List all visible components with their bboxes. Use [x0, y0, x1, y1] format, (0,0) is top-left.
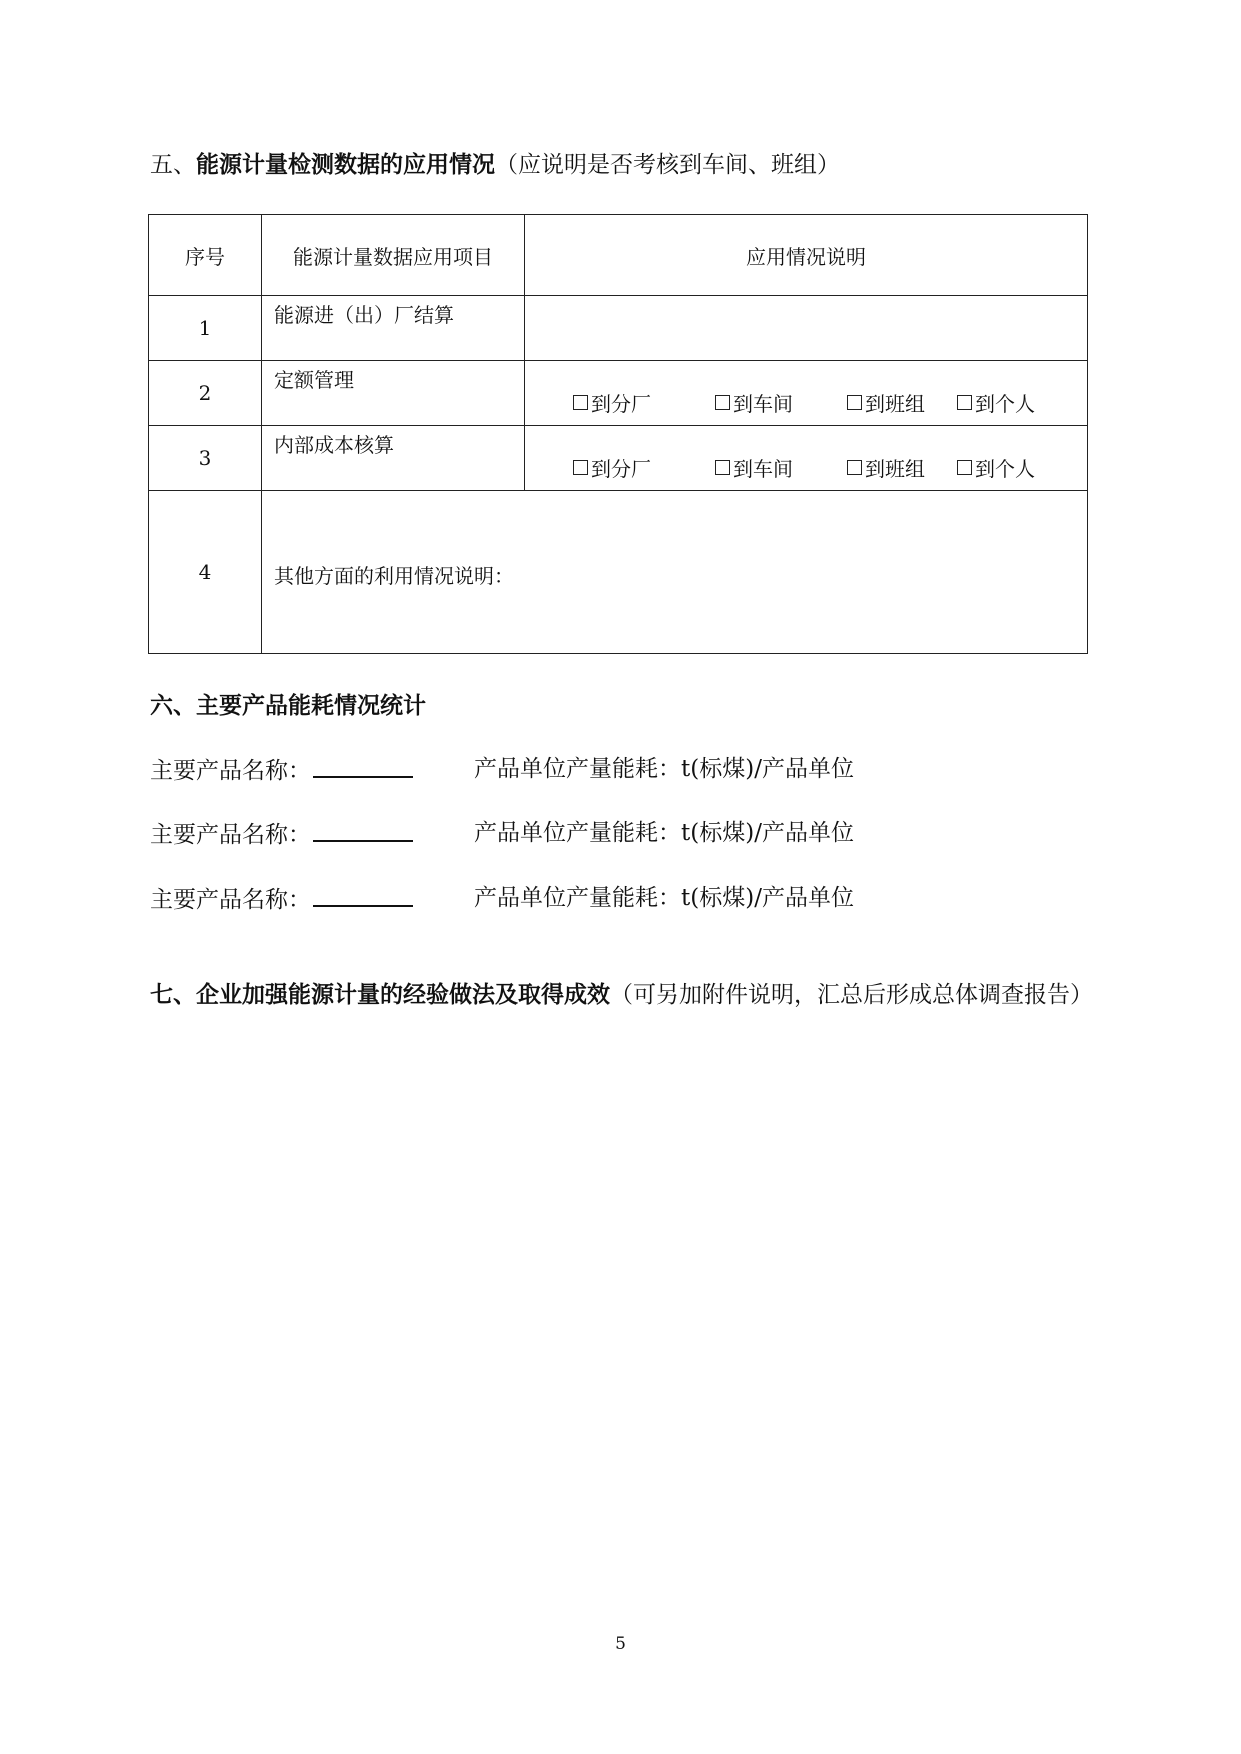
product-name-blank[interactable] — [313, 881, 413, 907]
checkbox-individual[interactable]: 到个人 — [957, 453, 1035, 482]
row-item: 内部成本核算 — [262, 426, 525, 491]
product-energy-unit: 产品单位产量能耗：t(标煤)/产品单位 — [474, 820, 854, 846]
checkbox-icon[interactable] — [573, 460, 588, 475]
table-header-row — [149, 215, 1088, 296]
product-line — [150, 752, 854, 788]
section-7-heading — [150, 977, 1100, 1013]
page-number: 5 — [615, 1634, 626, 1654]
checkbox-icon[interactable] — [715, 395, 730, 410]
row-other-usage[interactable]: 其他方面的利用情况说明： — [262, 491, 1088, 654]
table-row — [149, 426, 1088, 491]
header-description: 应用情况说明 — [525, 215, 1088, 296]
checkbox-branch-factory[interactable]: 到分厂 — [573, 453, 715, 482]
table-row — [149, 361, 1088, 426]
section-7-note: （可另加附件说明，汇总后形成总体调查报告） — [610, 982, 1093, 1008]
checkbox-individual[interactable]: 到个人 — [957, 388, 1035, 417]
section-5-heading — [150, 147, 840, 183]
checkbox-team[interactable]: 到班组 — [847, 388, 957, 417]
product-name-label: 主要产品名称： — [150, 822, 311, 848]
checkbox-icon[interactable] — [847, 395, 862, 410]
checkbox-branch-factory[interactable]: 到分厂 — [573, 388, 715, 417]
product-energy-unit: 产品单位产量能耗：t(标煤)/产品单位 — [474, 885, 854, 911]
section-5-number: 五、 — [150, 152, 196, 178]
product-name-blank[interactable] — [313, 816, 413, 842]
checkbox-workshop[interactable]: 到车间 — [715, 453, 847, 482]
row-number: 4 — [149, 491, 262, 654]
section-5-title: 能源计量检测数据的应用情况 — [196, 151, 495, 178]
row-options — [525, 361, 1088, 426]
product-line — [150, 816, 854, 852]
table-row — [149, 296, 1088, 361]
checkbox-icon[interactable] — [957, 395, 972, 410]
row-number: 3 — [149, 426, 262, 491]
product-energy-unit: 产品单位产量能耗：t(标煤)/产品单位 — [474, 756, 854, 782]
section-6-heading: 六、主要产品能耗情况统计 — [150, 692, 426, 719]
product-name-label: 主要产品名称： — [150, 887, 311, 913]
row-number: 1 — [149, 296, 262, 361]
checkbox-icon[interactable] — [715, 460, 730, 475]
header-item: 能源计量数据应用项目 — [262, 215, 525, 296]
table-row — [149, 491, 1088, 654]
row-description[interactable] — [525, 296, 1088, 361]
section-5-note: （应说明是否考核到车间、班组） — [495, 152, 840, 178]
checkbox-icon[interactable] — [957, 460, 972, 475]
checkbox-icon[interactable] — [847, 460, 862, 475]
checkbox-icon[interactable] — [573, 395, 588, 410]
checkbox-team[interactable]: 到班组 — [847, 453, 957, 482]
product-name-label: 主要产品名称： — [150, 758, 311, 784]
row-item: 能源进（出）厂结算 — [262, 296, 525, 361]
energy-data-usage-table — [148, 214, 1088, 654]
header-number: 序号 — [149, 215, 262, 296]
row-item: 定额管理 — [262, 361, 525, 426]
product-line — [150, 881, 854, 917]
product-name-blank[interactable] — [313, 752, 413, 778]
checkbox-workshop[interactable]: 到车间 — [715, 388, 847, 417]
row-options — [525, 426, 1088, 491]
row-number: 2 — [149, 361, 262, 426]
section-7-title: 七、企业加强能源计量的经验做法及取得成效 — [150, 981, 610, 1008]
